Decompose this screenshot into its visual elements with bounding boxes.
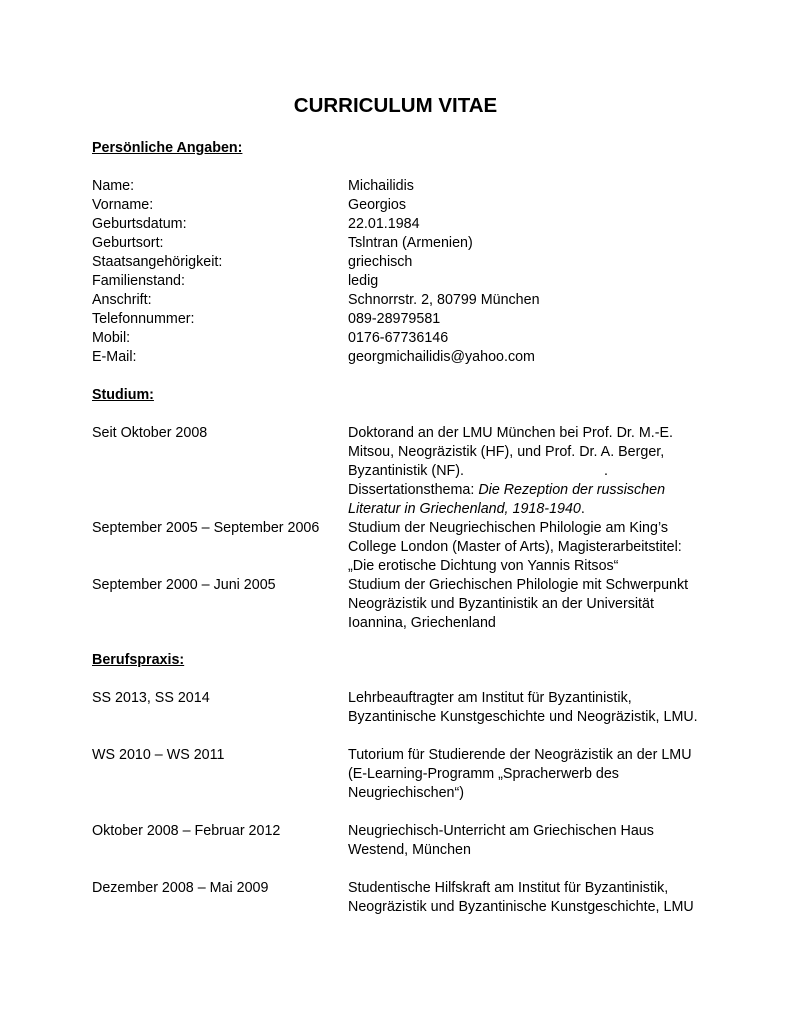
personal-row [92, 291, 712, 310]
entry-date: September 2000 – Juni 2005 [92, 577, 276, 593]
beruf-entry [92, 822, 712, 860]
entry-line: (E-Learning-Programm „Spracherwerb des [348, 766, 619, 782]
entry-line: Neogräzistik und Byzantinische Kunstgeschichte, LMU [348, 899, 694, 915]
field-value: ledig [348, 273, 379, 289]
field-value: Tslntran (Armenien) [348, 235, 473, 251]
entry-line: Byzantinische Kunstgeschichte und Neogräzistik, LMU. [348, 709, 698, 725]
field-value: 089-28979581 [348, 311, 441, 327]
page-title: CURRICULUM VITAE [293, 94, 498, 117]
field-value: 22.01.1984 [348, 216, 420, 232]
entry-line: College London (Master of Arts), Magisterarbeitstitel: [348, 539, 682, 555]
email-value: georgmichailidis@yahoo.com [348, 349, 535, 365]
entry-description [348, 746, 708, 803]
entry-description [348, 689, 708, 727]
entry-description [348, 519, 708, 576]
personal-section [92, 139, 712, 367]
personal-row [92, 253, 712, 272]
entry-line: Tutorium für Studierende der Neogräzistik an der LMU [348, 747, 692, 763]
entry-description [348, 822, 708, 860]
entry-date: WS 2010 – WS 2011 [92, 747, 225, 763]
studium-heading: Studium: [92, 387, 154, 403]
personal-row [92, 348, 712, 367]
entry-line: Lehrbeauftragter am Institut für Byzantinistik, [348, 690, 632, 706]
field-value: Michailidis [348, 178, 414, 194]
entry-description [348, 576, 708, 633]
field-value: Georgios [348, 197, 407, 213]
field-label: Geburtsdatum: [92, 216, 187, 232]
entry-line: Westend, München [348, 842, 471, 858]
field-label: Telefonnummer: [92, 311, 195, 327]
personal-row [92, 329, 712, 348]
field-label: Mobil: [92, 330, 131, 346]
studium-entry [92, 519, 712, 576]
personal-heading: Persönliche Angaben: [92, 140, 243, 156]
field-value: griechisch [348, 254, 413, 270]
entry-line: Doktorand an der LMU München bei Prof. Dr. M.-E. [348, 425, 673, 441]
field-label: Vorname: [92, 197, 154, 213]
beruf-entry [92, 879, 712, 917]
personal-row [92, 272, 712, 291]
entry-line [348, 481, 708, 500]
beruf-section [92, 651, 712, 917]
entry-line: Neugriechischen“) [348, 785, 465, 801]
entry-line-text: . [580, 501, 585, 517]
entry-line: Ioannina, Griechenland [348, 615, 496, 631]
field-label: Staatsangehörigkeit: [92, 254, 223, 270]
entry-date: SS 2013, SS 2014 [92, 690, 210, 706]
entry-line: Studentische Hilfskraft am Institut für Byzantinistik, [348, 880, 669, 896]
personal-row [92, 177, 712, 196]
field-value: Schnorrstr. 2, 80799 München [348, 292, 540, 308]
stray-dot: . [603, 463, 608, 479]
entry-description [348, 424, 708, 519]
personal-row [92, 196, 712, 215]
entry-line [348, 500, 708, 519]
field-value: 0176-67736146 [348, 330, 449, 346]
field-label: Anschrift: [92, 292, 152, 308]
entry-description [348, 879, 708, 917]
personal-row [92, 215, 712, 234]
field-label: Geburtsort: [92, 235, 164, 251]
entry-line-text: Dissertationsthema: [348, 482, 479, 498]
entry-line: „Die erotische Dichtung von Yannis Ritsos“ [348, 558, 619, 574]
dissertation-title: Die Rezeption der russischen [478, 482, 666, 498]
entry-line: Studium der Griechischen Philologie mit Schwerpunkt [348, 577, 689, 593]
entry-date: Oktober 2008 – Februar 2012 [92, 823, 281, 839]
beruf-heading: Berufspraxis: [92, 652, 185, 668]
entry-date: Dezember 2008 – Mai 2009 [92, 880, 269, 896]
entry-date: Seit Oktober 2008 [92, 425, 208, 441]
entry-line [348, 462, 708, 481]
entry-line: Studium der Neugriechischen Philologie am King’s [348, 520, 669, 536]
entry-line: Mitsou, Neogräzistik (HF), und Prof. Dr. A. Berger, [348, 444, 665, 460]
field-label: E-Mail: [92, 349, 137, 365]
field-label: Familienstand: [92, 273, 185, 289]
beruf-entry [92, 689, 712, 727]
beruf-entry [92, 746, 712, 803]
entry-line: Neogräzistik und Byzantinistik an der Universität [348, 596, 654, 612]
entry-date: September 2005 – September 2006 [92, 520, 320, 536]
studium-entry [92, 424, 712, 519]
personal-row [92, 310, 712, 329]
entry-line-text: Byzantinistik (NF). [348, 463, 464, 479]
studium-section [92, 386, 712, 633]
entry-line: Neugriechisch-Unterricht am Griechischen Haus [348, 823, 654, 839]
field-label: Name: [92, 178, 135, 194]
personal-row [92, 234, 712, 253]
studium-entry [92, 576, 712, 633]
dissertation-title: Literatur in Griechenland, 1918-1940 [348, 501, 581, 517]
